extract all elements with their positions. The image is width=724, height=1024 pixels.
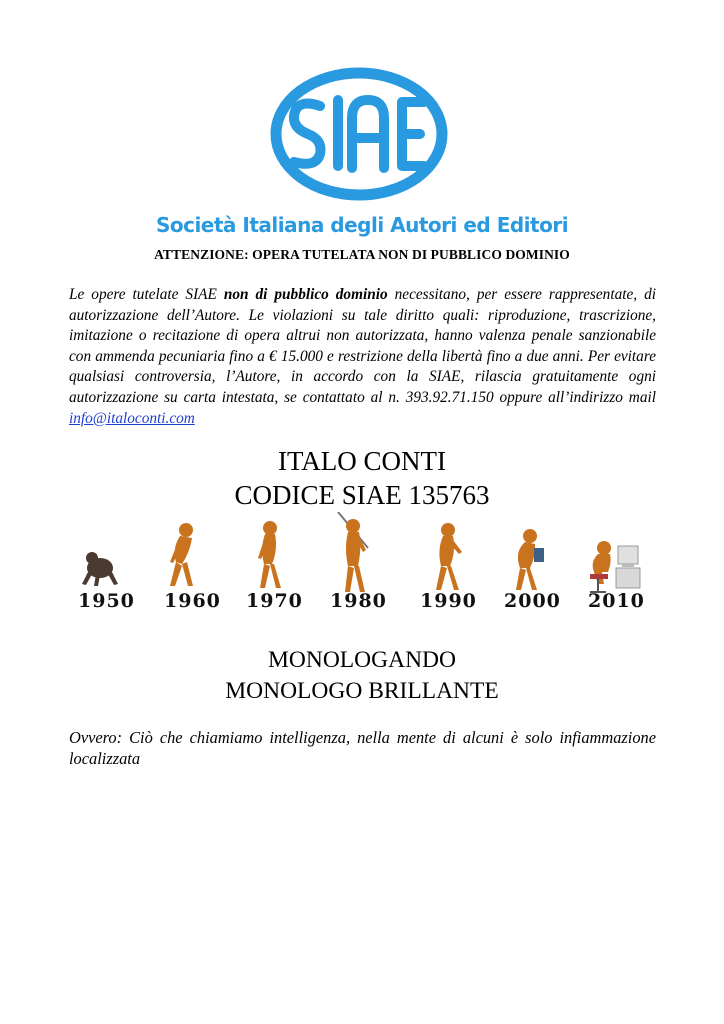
notice-text-body: necessitano, per essere rappresentate, di autorizzazione dell’Autore. Le violazioni su tale diritto quali: riproduzione, trascrizione, imitazione o recitazione di opera altrui non autorizzata, hanno valenza penale sanzionabile con ammenda pecuniaria fino a € 15.000 e restrizione della libertà fino a due anni. Per evitare qualsiasi controversia, l’Autore, in accordo con la SIAE, rilascia gratuitamente ogni autorizzazione su carta intestata, se contattato al n. 393.92.71.150 oppure all’indirizzo mail: [69, 286, 656, 406]
evolution-figure-2000: [516, 529, 544, 590]
attention-heading: ATTENZIONE: OPERA TUTELATA NON DI PUBBLICO DOMINIO: [154, 247, 570, 262]
evolution-figure-1980: [338, 512, 368, 592]
year-label: 1990: [420, 590, 477, 612]
evolution-figure-1970: [258, 521, 281, 588]
work-genre: MONOLOGO BRILLANTE: [225, 678, 499, 704]
evolution-figure-1960: [170, 523, 193, 586]
siae-logo-mark: [268, 66, 450, 202]
notice-text-start: Le opere tutelate SIAE: [69, 286, 224, 303]
author-name: ITALO CONTI: [277, 446, 447, 476]
siae-code: CODICE SIAE 135763: [234, 480, 490, 510]
logo-subtitle: Società Italiana degli Autori ed Editori: [155, 213, 569, 237]
work-title-block: [0, 645, 724, 707]
work-title: MONOLOGANDO: [268, 647, 456, 673]
work-quote: Ovvero: Ciò che chiamiamo intelligenza, nella mente di alcuni è solo infiammazione localizzata: [69, 728, 656, 768]
year-label: 2000: [504, 590, 561, 612]
year-label: 1960: [164, 590, 221, 612]
year-label: 1980: [330, 590, 387, 612]
siae-logo: [268, 66, 450, 202]
email-link[interactable]: info@italoconti.com: [69, 409, 195, 427]
evolution-years: [70, 590, 656, 614]
copyright-notice: [69, 285, 656, 429]
evolution-figure-1950: [82, 552, 118, 586]
evolution-figure-1990: [436, 523, 462, 590]
year-label: 1950: [78, 590, 135, 612]
year-label: 2010: [588, 590, 645, 612]
year-label: 1970: [246, 590, 303, 612]
author-block: [0, 444, 724, 512]
notice-bold-text: non di pubblico dominio: [223, 286, 388, 303]
evolution-figure-2010: [590, 541, 640, 592]
